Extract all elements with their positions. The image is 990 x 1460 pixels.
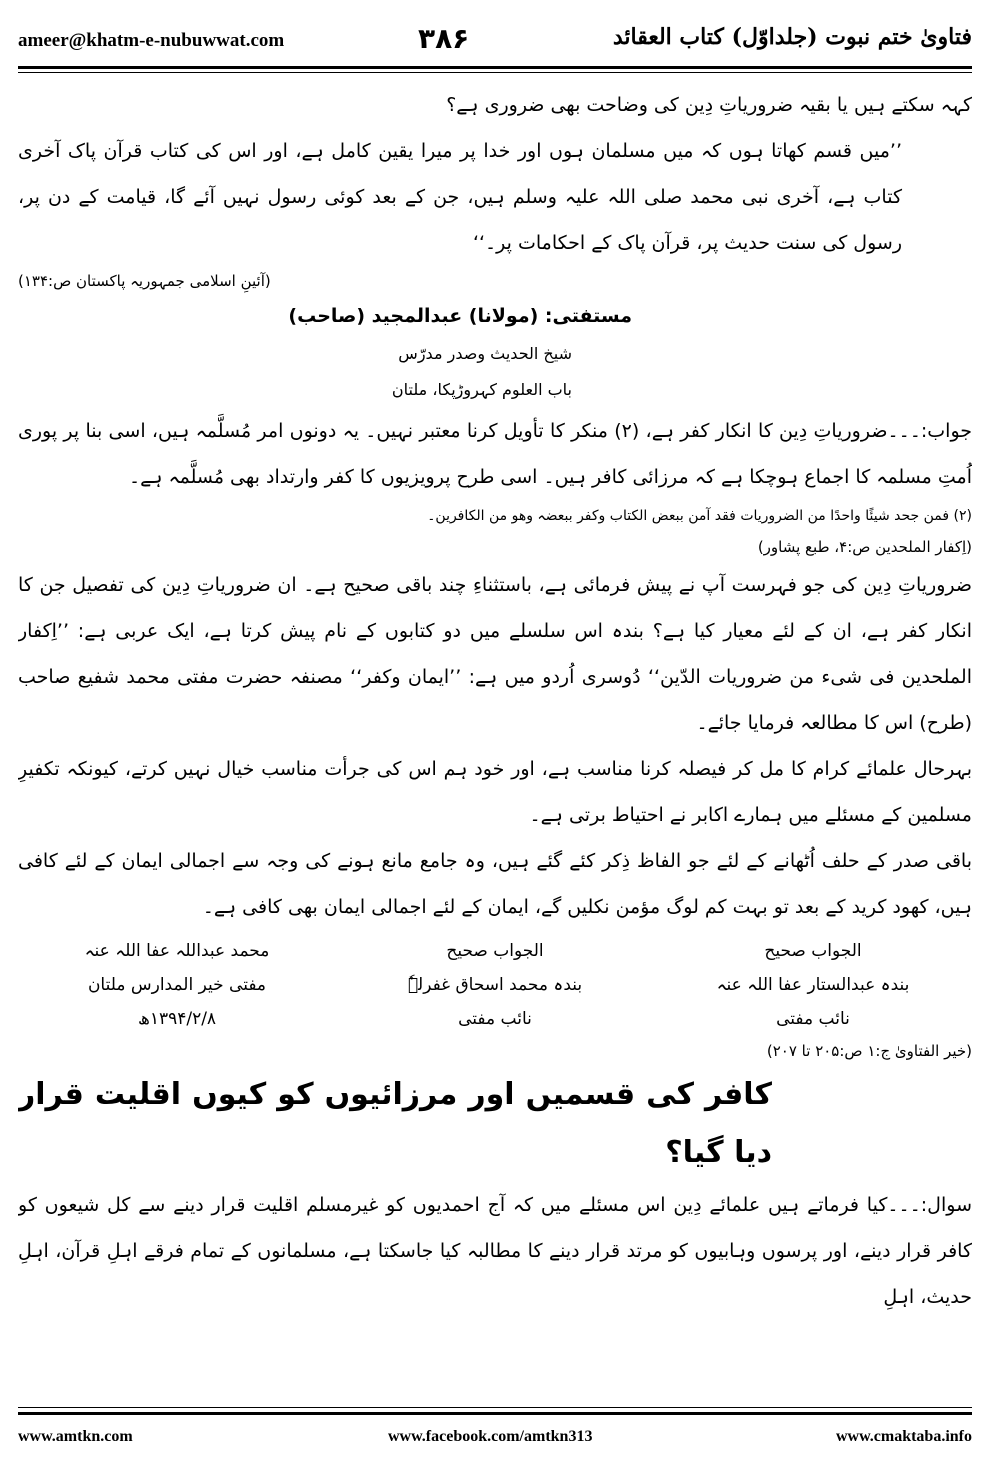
signatures-block	[18, 934, 972, 1036]
footer-link-amtkn[interactable]: www.amtkn.com	[18, 1428, 133, 1445]
footer-link-cmaktaba[interactable]: www.cmaktaba.info	[835, 1428, 972, 1445]
oath-quote: ’’میں قسم کھاتا ہوں کہ میں مسلمان ہوں اور خدا پر میرا یقین کامل ہے، اور اس کی کتاب قرآن پاک آخری کتاب ہے، آخری نبی محمد صلی اللہ علیہ وسلم ہیں، جن کے بعد کوئی رسول نہیں آئے گا، قیامت کے دن پر، رسول کی سنت حدیث پر، قرآن پاک کے احکامات پر۔‘‘	[18, 140, 902, 254]
oath-citation: (آئینِ اسلامی جمہوریہ پاکستان ص:۱۳۴)	[18, 272, 271, 290]
mustafti-place: باب العلوم کہروڑپکا، ملتان	[391, 380, 572, 399]
header-rule-thin	[18, 72, 972, 73]
page-header	[18, 22, 972, 62]
section-heading: کافر کی قسمیں اور مرزائیوں کو کیوں اقلیت قرار دیا گیا؟	[18, 1077, 772, 1170]
signature: محمد عبداللہ عفا اللہ عنہ مفتی خیر المدارس ملتان ۱۳۹۴/۲/۸ھ	[84, 941, 270, 1029]
answer-paragraph-4: باقی صدر کے حلف اُٹھانے کے لئے جو الفاظ ذِکر کئے گئے ہیں، وہ جامع مانع ہونے کی وجہ سے اجمالی ایمان کے لئے کافی ہیں، کھود کرید کے بعد تو بہت کم لوگ مؤمن نکلیں گے، ایمان کے لئے اجمالی ایمان بھی کافی ہے۔	[18, 850, 972, 918]
header-email: ameer@khatm-e-nubuwwat.com	[18, 30, 285, 51]
footer-rule-thin	[18, 1407, 972, 1408]
book-title: فتاویٰ ختم نبوت (جلداوّل) کتاب العقائد	[612, 24, 972, 50]
header-rule-thick	[18, 66, 972, 69]
answer-paragraph-3: بہرحال علمائے کرام کا مل کر فیصلہ کرنا مناسب ہے، اور خود ہم اس کی جرأت مناسب خیال نہیں کرتے، کیونکہ تکفیرِ مسلمین کے مسئلے میں ہمارے اکابر نے احتیاط برتی ہے۔	[18, 758, 972, 826]
question-paragraph: سوال:۔۔۔کیا فرماتے ہیں علمائے دِین اس مسئلے میں کہ آج احمدیوں کو غیرمسلم اقلیت قرار دینے سے کل شیعوں کو کافر قرار دینے، اور پرسوں وہابیوں کو مرتد قرار دینے کا مطالبہ کیا جاسکتا ہے، مسلمانوں کے تمام فرقے اہلِ قرآن، اہلِ حدیث، اہلِ	[18, 1194, 972, 1308]
page-body	[18, 82, 972, 1402]
signature: الجواب صحیح بندہ عبدالستار عفا اللہ عنہ نائب مفتی	[716, 941, 910, 1029]
page-number: ۳۸۶	[418, 22, 470, 55]
answer-paragraph-1: جواب:۔۔۔ضروریاتِ دِین کا انکار کفر ہے، (۲) منکر کا تأویل کرنا معتبر نہیں۔ یہ دونوں امر مُسلَّمہ ہیں، اسی بنا پر پوری اُمتِ مسلمہ کا اجماع ہوچکا ہے کہ مرزائی کافر ہیں۔ اسی طرح پرویزیوں کا کفر وارتداد بھی مُسلَّمہ ہے۔	[18, 420, 972, 488]
question-intro: کہہ سکتے ہیں یا بقیہ ضروریاتِ دِین کی وضاحت بھی ضروری ہے؟	[446, 94, 972, 116]
signature: الجواب صحیح بندہ محمد اسحاق غفرلہٗ نائب مفتی	[407, 941, 583, 1029]
source-reference: (خیر الفتاویٰ ج:۱ ص:۲۰۵ تا ۲۰۷)	[766, 1042, 972, 1060]
mustafti-name: مستفتی: (مولانا) عبدالمجید (صاحب)	[288, 305, 632, 327]
footer-link-facebook[interactable]: www.facebook.com/amtkn313	[388, 1428, 593, 1445]
mustafti-title: شیخ الحدیث وصدر مدرّس	[398, 344, 572, 363]
answer-paragraph-2: ضروریاتِ دِین کی جو فہرست آپ نے پیش فرمائی ہے، باستثناءِ چند باقی صحیح ہے۔ ان ضروریاتِ دِین کی تفصیل جن کا انکار کفر ہے، ان کے لئے معیار کیا ہے؟ بندہ اس سلسلے میں دو کتابوں کے نام پیش کرتا ہے، ایک عربی ہے: ’’اِکفار الملحدین فی شیء من ضروریات الدّین‘‘ دُوسری اُردو میں ہے: ’’ایمان وکفر‘‘ مصنفہ حضرت مفتی محمد شفیع صاحب (طرح) اس کا مطالعہ فرمایا جائے۔	[18, 574, 972, 734]
page-footer	[18, 1420, 972, 1450]
footnote-arabic: (۲) فمن جحد شیئًا واحدًا من الضروریات فقد آمن ببعض الکتاب وکفر ببعضہ وھو من الکافرین۔	[427, 508, 972, 524]
footer-rule-thick	[18, 1412, 972, 1415]
footnote-reference: (اِکفار الملحدین ص:۴، طبع پشاور)	[757, 538, 972, 556]
